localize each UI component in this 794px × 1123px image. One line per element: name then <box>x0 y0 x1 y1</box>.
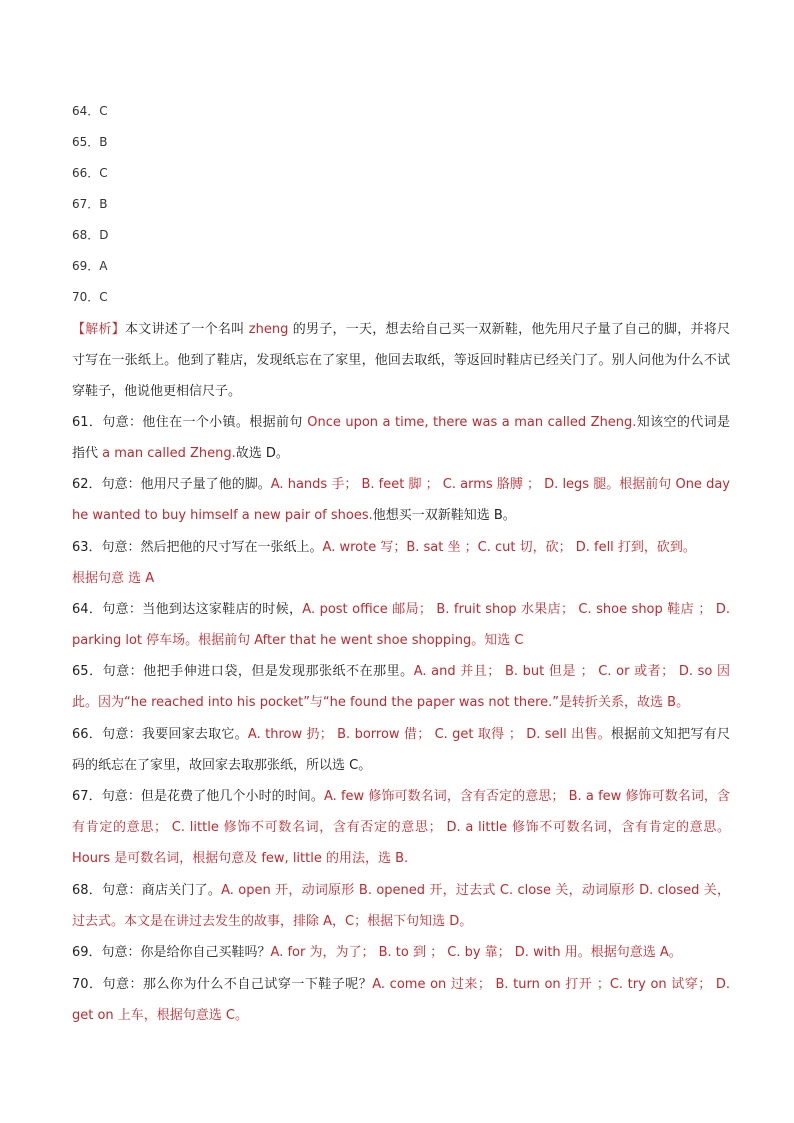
explanation-text: 根据句意 选 A <box>72 571 155 586</box>
explanation-65 <box>72 656 730 718</box>
explanation-options: A. post office 邮局； B. fruit shop 水果店； C. shoe shop 鞋店 ； D. parking lot 停车场。根据前句 After that he went shoe shopping <box>72 602 730 648</box>
explanation-options: A. hands 手； B. feet 脚 ； C. arms 胳膊 ； D. legs 腿。根据前句 One day he wanted to buy himself a new pair of shoes. <box>72 477 730 523</box>
analysis-text: 的男子，一天，想去给自己买一双新鞋，他先用尺子量了自己的脚，并将尺寸写在一张纸上。他到了鞋店，发现纸忘在了家里，他回去取纸，等返回时鞋店已经关门了。别人问他为什么不试穿鞋子，他说他更相信尺子。 <box>72 322 730 399</box>
explanation-66 <box>72 719 730 781</box>
explanation-67 <box>72 781 730 874</box>
explanation-68 <box>72 875 730 937</box>
explanation-options: A. throw 扔； B. borrow 借； C. get 取得 ； D. sell 出售。 <box>247 727 611 742</box>
explanation-text: 故选 D。 <box>235 446 289 461</box>
answer-line: 70．C <box>72 290 108 304</box>
explanation-62 <box>72 469 730 531</box>
explanation-options: A. few 修饰可数名词，含有否定的意思； B. a few 修饰可数名词，含有肯定的意思； C. little 修饰不可数名词，含有否定的意思； D. a little 修饰不可数名词，含有肯定的意思。 Hours 是可数名词，根据句意及 few, little 的用法，选 B. <box>72 789 730 866</box>
explanation-69 <box>72 937 730 968</box>
explanation-options: A. and 并且； B. but 但是 ； C. or 或者； D. so 因此。因为“he reached into his pocket”与“he found the paper was not there.” <box>72 664 731 710</box>
explanation-text: 67．句意：但是花费了他几个小时的时间。 <box>72 789 324 804</box>
explanation-63 <box>72 532 730 594</box>
explanation-text: 是转折关系，故选 B。 <box>559 695 690 710</box>
explanation-text: 63．句意：然后把他的尺寸写在一张纸上。 <box>72 540 323 555</box>
explanation-options: A. open 开，动词原形 B. opened 开，过去式 C. close 关，动词原形 D. closed 关，过去式。本文是在讲过去发生的故事，排除 A，C；根据下句知选 D。 <box>72 883 730 929</box>
analysis-name: zheng <box>248 322 289 337</box>
explanation-text: 知该空的代词是指代 <box>72 415 730 461</box>
explanation-text: 64．句意：当他到达这家鞋店的时候， <box>72 602 303 617</box>
explanation-text: 。知选 C <box>471 633 524 648</box>
answer-line: 67．B <box>72 197 108 211</box>
explanation-text: 62．句意：他用尺子量了他的脚。 <box>72 477 271 492</box>
explanation-70 <box>72 969 730 1031</box>
explanation-options: A. for 为，为了； B. to 到 ； C. by 靠； D. with 用。根据句意选 A。 <box>270 945 682 960</box>
explanation-options: A. wrote 写；B. sat 坐 ；C. cut 切，砍； D. fell 打到，砍到。 <box>322 540 696 555</box>
explanation-text: 66．句意：我要回家去取它。 <box>72 727 248 742</box>
analysis-text: 本文讲述了一个名叫 <box>125 322 249 337</box>
explanation-quote: a man called Zheng. <box>102 446 236 461</box>
answer-line: 69．A <box>72 259 108 273</box>
explanation-text: 68．句意：商店关门了。 <box>72 883 222 898</box>
explanation-61 <box>72 407 730 469</box>
analysis-paragraph <box>72 314 730 407</box>
answer-line: 66．C <box>72 166 108 180</box>
answer-line: 65．B <box>72 135 108 149</box>
explanation-text: 70．句意：那么你为什么不自己试穿一下鞋子呢？ <box>72 977 373 992</box>
answer-line: 68．D <box>72 228 109 242</box>
explanation-text: 65．句意：他把手伸进口袋，但是发现那张纸不在那里。 <box>72 664 414 679</box>
analysis-tag: 【解析】 <box>72 322 126 337</box>
explanation-options: A. come on 过来； B. turn on 打开 ；C. try on 试穿； D. get on 上车，根据句意选 C。 <box>72 977 730 1023</box>
answer-line: 64．C <box>72 104 108 118</box>
explanation-quote: Once upon a time, there was a man called Zheng. <box>307 415 637 430</box>
explanation-text: 69．句意：你是给你自己买鞋吗？ <box>72 945 271 960</box>
explanation-text: 根据前文知把写有尺码的纸忘在了家里，故回家去取那张纸，所以选 C。 <box>72 727 730 773</box>
explanation-text: 61．句意：他住在一个小镇。根据前句 <box>72 415 308 430</box>
explanation-text: 他想买一双新鞋知选 B。 <box>372 508 516 523</box>
explanation-64 <box>72 594 730 656</box>
